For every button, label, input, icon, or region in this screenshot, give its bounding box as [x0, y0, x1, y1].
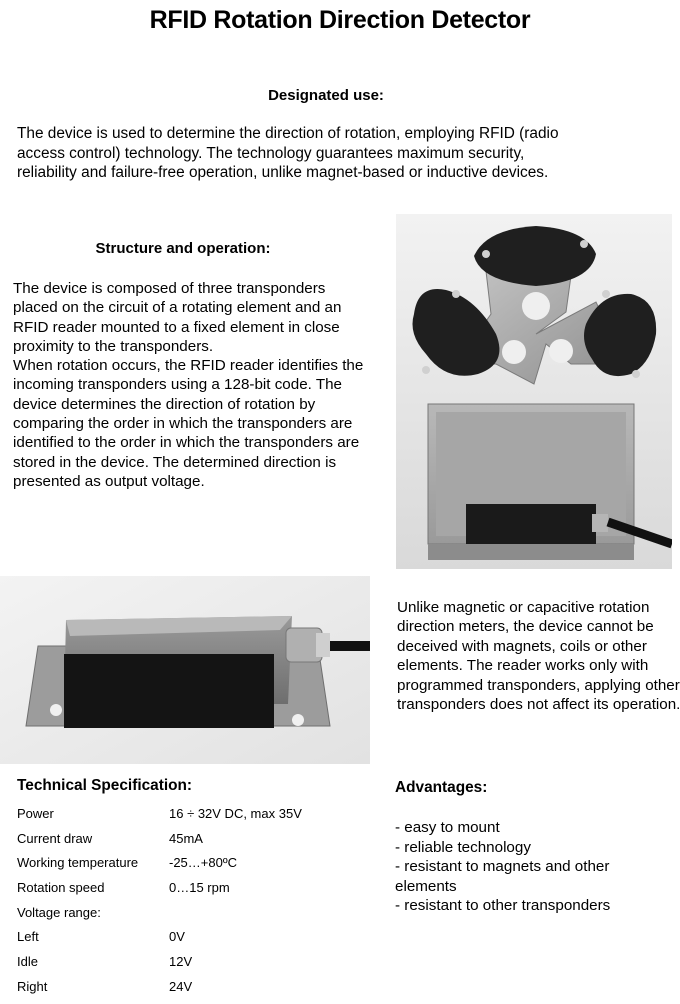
advantages-list	[395, 818, 675, 916]
spec-label: Rotation speed	[17, 880, 105, 896]
specification-table	[17, 804, 367, 1002]
spec-value: 45mA	[169, 830, 203, 846]
list-item: - easy to mount	[395, 819, 500, 836]
designated-use-heading: Designated use:	[268, 87, 384, 104]
designated-use-text: The device is used to determine the direction of rotation, employing RFID (radio access control) technology. The technology guarantees maximum security, reliability and failure-free operation, unlike magnet-based or inductive devices.	[17, 125, 559, 182]
structure-paragraph-1: The device is composed of three transponders placed on the circuit of a rotating element and an RFID reader mounted to a fixed element in close proximity to the transponders.	[13, 280, 342, 355]
spec-row-current-draw	[17, 829, 367, 854]
rfid-reader-photo	[0, 576, 370, 764]
spec-value: -25…+80ºC	[169, 855, 237, 871]
transponders-and-reader-photo	[396, 214, 672, 569]
spec-value: 0…15 rpm	[169, 880, 230, 896]
comparison-text: Unlike magnetic or capacitive rotation direction meters, the device cannot be deceived with magnets, coils or other elements. The reader works only with programmed transponders, applying other transponders does not affect its operation.	[397, 599, 680, 714]
spec-label: Power	[17, 806, 54, 821]
list-item: - resistant to other transponders	[395, 897, 611, 915]
advantages-heading: Advantages:	[395, 779, 488, 796]
spec-row-left	[17, 927, 367, 952]
list-item: - reliable technology	[395, 838, 531, 856]
list-item: - resistant to magnets and other elements	[395, 858, 610, 895]
spec-label: Right	[17, 978, 48, 994]
spec-row-working-temperature	[17, 853, 367, 878]
spec-row-rotation-speed	[17, 878, 367, 903]
spec-label: Current draw	[17, 830, 93, 846]
spec-value: 16 ÷ 32V DC, max 35V	[169, 806, 302, 821]
spec-row-power	[17, 804, 367, 829]
page-title: RFID Rotation Direction Detector	[149, 6, 531, 34]
spec-row-idle	[17, 952, 367, 977]
spec-value: 24V	[169, 978, 193, 994]
spec-row-voltage-range	[17, 903, 367, 928]
technical-specification-heading: Technical Specification:	[17, 777, 193, 794]
spec-value: 0V	[169, 929, 185, 945]
spec-label: Voltage range:	[17, 904, 101, 920]
spec-label: Left	[17, 929, 39, 945]
spec-row-right	[17, 977, 367, 1002]
spec-label: Working temperature	[17, 855, 139, 871]
structure-paragraph-2: When rotation occurs, the RFID reader identifies the incoming transponders using a 128-bit code. The device determines the direction of rotation by comparing the order in which the transponders are identified to the order in which the transponders are stored in the device. The determined direction is presented as output voltage.	[13, 357, 364, 490]
spec-value: 12V	[169, 954, 193, 970]
structure-text	[13, 279, 373, 491]
structure-heading: Structure and operation:	[95, 240, 271, 257]
spec-label: Idle	[17, 954, 38, 970]
